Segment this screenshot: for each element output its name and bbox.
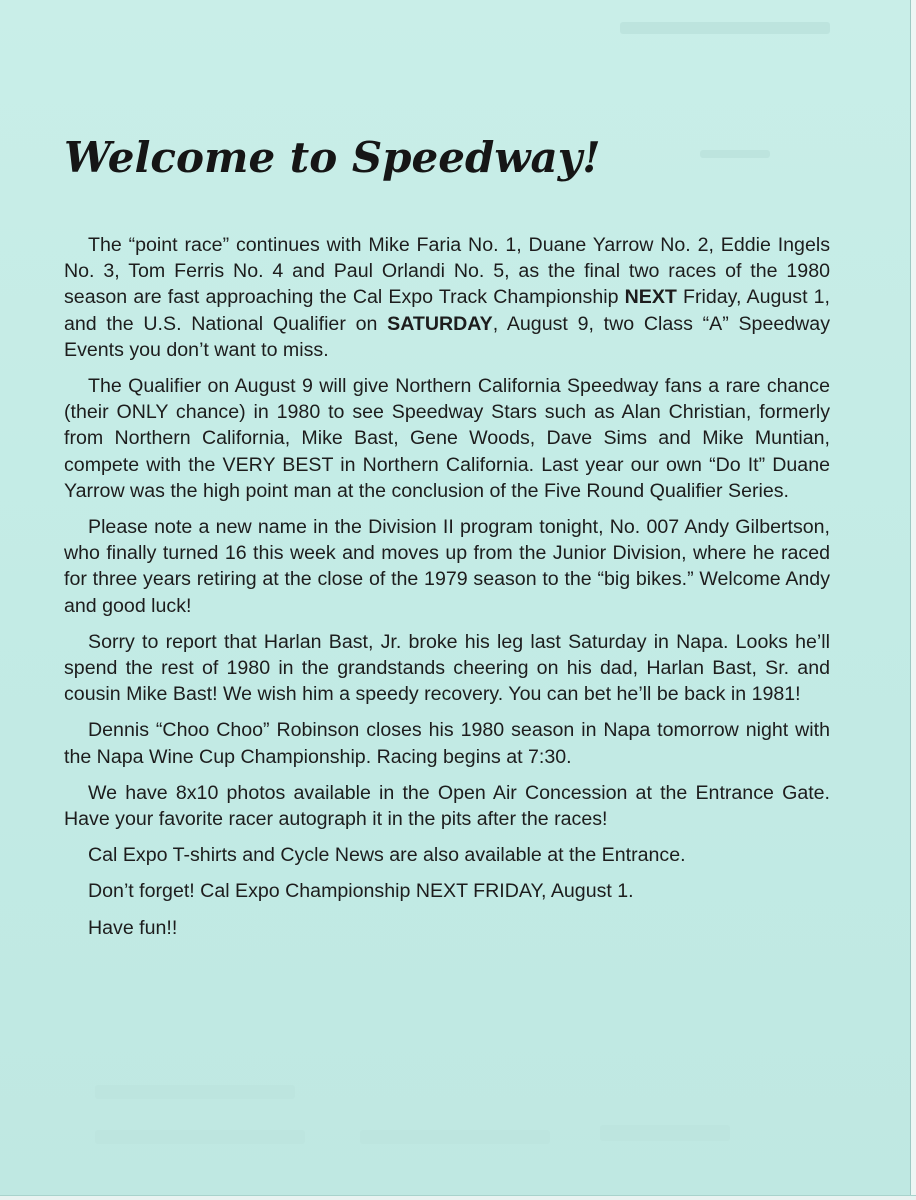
paragraph-text: , August 9, two Class “A” Speedway Events you don’t want to miss. xyxy=(64,312,830,361)
page-edge-right xyxy=(910,0,916,1200)
paragraph-point-race xyxy=(64,232,830,363)
paragraph-text: Friday, August 1, and the U.S. National Qualifier on xyxy=(64,286,830,335)
page-edge-bottom xyxy=(0,1195,916,1200)
emphasis-next: NEXT xyxy=(624,286,677,309)
paragraph-napa-wine-cup: Dennis “Choo Choo” Robinson closes his 1980 season in Napa tomorrow night with the Napa Wine Cup Championship. Racing begins at 7:30. xyxy=(64,719,830,768)
page-title: Welcome to Speedway! xyxy=(64,133,601,182)
paragraph-new-rider: Please note a new name in the Division II program tonight, No. 007 Andy Gilbertson, who finally turned 16 this week and moves up from the Junior Division, where he raced for three years retiring at the close of the 1979 season to the “big bikes.” Welcome Andy and good luck! xyxy=(64,516,830,617)
show-through-mark xyxy=(700,150,770,158)
show-through-mark xyxy=(600,1125,730,1141)
paragraph-have-fun: Have fun!! xyxy=(88,916,178,939)
paragraph-photos: We have 8x10 photos available in the Open Air Concession at the Entrance Gate. Have your favorite racer autograph it in the pits after the races! xyxy=(64,781,830,831)
paragraph-reminder: Don’t forget! Cal Expo Championship NEXT FRIDAY, August 1. xyxy=(88,880,634,903)
show-through-mark xyxy=(620,22,830,34)
paragraph-tshirts: Cal Expo T-shirts and Cycle News are also available at the Entrance. xyxy=(88,844,686,867)
show-through-mark xyxy=(95,1085,295,1099)
paragraph-text: The “point race” continues with Mike Faria No. 1, Duane Yarrow No. 2, Eddie Ingels No. 3, Tom Ferris No. 4 and Paul Orlandi No. 5, as the final two races of the 1980 season are fast approaching the Cal Expo Track Championship xyxy=(64,234,830,309)
paragraph-injury-report: Sorry to report that Harlan Bast, Jr. broke his leg last Saturday in Napa. Looks he’ll spend the rest of 1980 in the grandstands cheering on his dad, Harlan Bast, Sr. and cousin Mike Bast! We wish him a speedy recovery. You can bet he’ll be back in 1981! xyxy=(64,630,830,706)
show-through-mark xyxy=(95,1130,305,1144)
paragraph-qualifier: The Qualifier on August 9 will give Northern California Speedway fans a rare chance (their ONLY chance) in 1980 to see Speedway Stars such as Alan Christian, formerly from Northern California, Mike Bast, Gene Woods, Dave Sims and Mike Muntian, compete with the VERY BEST in Northern California. Last year our own “Do It” Duane Yarrow was the high point man at the conclusion of the Five Round Qualifier Series. xyxy=(64,375,830,502)
emphasis-saturday: SATURDAY xyxy=(387,312,493,335)
article-body xyxy=(64,232,830,951)
show-through-mark xyxy=(360,1130,550,1144)
